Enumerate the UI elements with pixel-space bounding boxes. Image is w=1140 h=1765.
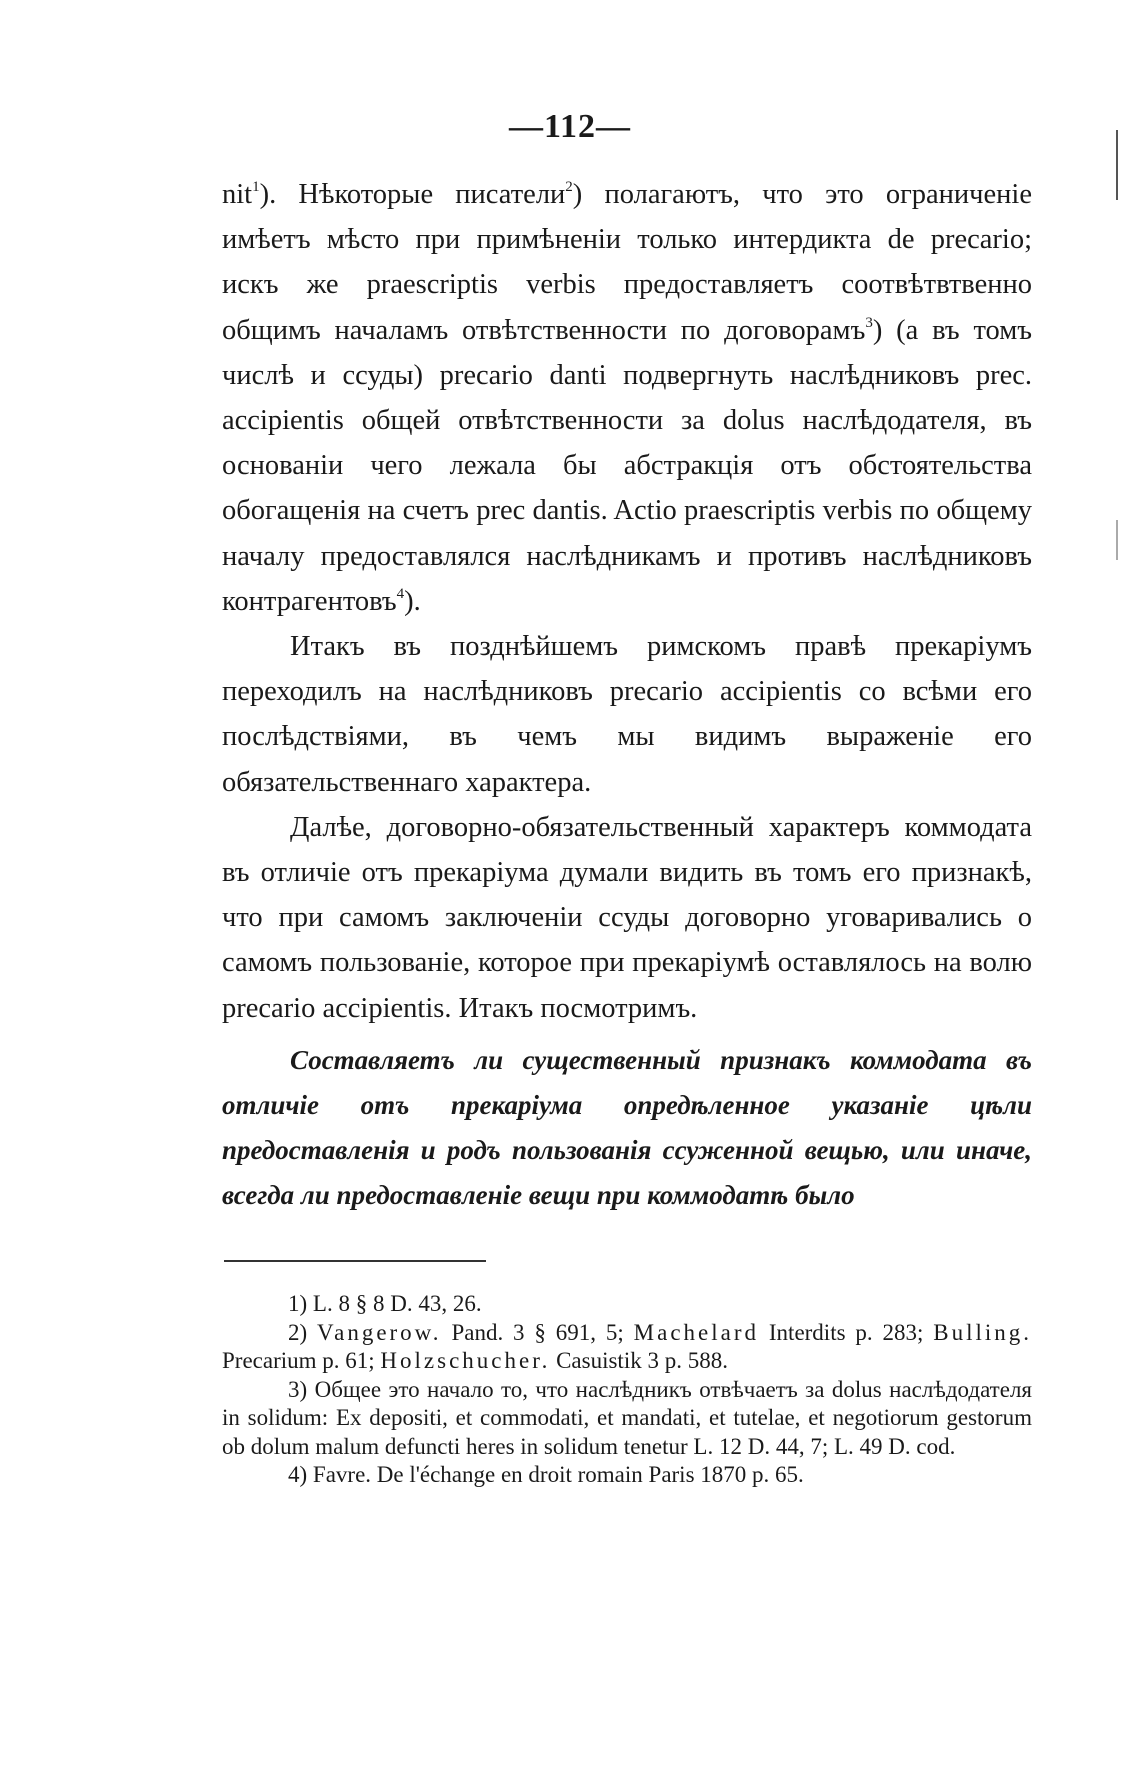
text-segment: nit <box>222 179 253 210</box>
main-text <box>222 172 1032 1031</box>
text-segment: ). Нѣкоторые писатели <box>259 179 566 210</box>
footnote-number: 1) <box>288 1291 308 1316</box>
footnote-divider <box>224 1260 486 1262</box>
footnote-3 <box>222 1376 1032 1462</box>
footnote-author: Bulling. <box>933 1319 1033 1345</box>
footnote-text: Pand. 3 § 691, 5; <box>451 1319 624 1345</box>
footnote-text: Casuistik 3 p. 588. <box>556 1348 728 1373</box>
footnote-4 <box>222 1461 1032 1490</box>
page-number: —112— <box>508 108 632 145</box>
footnote-number: 2) <box>288 1319 308 1345</box>
footnote-text: Interdits p. 283; <box>768 1319 924 1345</box>
footnote-ref-3: 3 <box>865 314 873 331</box>
footnote-number: 3) <box>288 1376 308 1402</box>
footnote-text: L. 8 § 8 D. 43, 26. <box>312 1291 482 1316</box>
paragraph-3: Далѣе, договорно-обязательственный характеръ коммодата въ отличіе отъ прекаріума думали видить въ томъ его признакѣ, что при самомъ заключеніи ссуды договорно уговаривались о самомъ пользованіе, которое при прекаріумѣ оставлялось на волю precario accipientis. Итакъ посмотримъ. <box>222 811 1032 1024</box>
footnote-ref-4: 4 <box>396 585 405 602</box>
scan-edge-mark <box>1116 520 1118 560</box>
footnote-ref-2: 2 <box>565 179 573 195</box>
footnote-1 <box>222 1290 1032 1319</box>
text-segment: ) полагаютъ, что это ограниченіе имѣетъ мѣсто при примѣненіи только интердикта de precario; искъ же praescriptis verbis предоставляетъ соотвѣтвтвенно общимъ началамъ отвѣтственности по договорамъ <box>222 179 1032 346</box>
scan-edge-mark <box>1116 130 1118 200</box>
text-segment: ) (а въ томъ числѣ и ссуды) precario danti подвергнуть наслѣдниковъ prec. accipientis общей отвѣтственности за dolus наслѣдодателя, въ основаніи чего лежала бы абстракція отъ обстоятельства обогащенія на счетъ prec dantis. Actio praescriptis verbis по общему началу предоставлялся наслѣдникамъ и противъ наслѣдниковъ контрагентовъ <box>222 314 1032 617</box>
paragraph-2: Итакъ въ позднѣйшемъ римскомъ правѣ прекаріумъ переходилъ на наслѣдниковъ precario accipientis со всѣми его послѣдствіями, въ чемъ мы видимъ выраженіе его обязательственнаго характера. <box>222 631 1032 798</box>
section-heading: Составляетъ ли существенный признакъ коммодата въ отличіе отъ прекаріума опредѣленное указаніе цѣли предоставленія и родъ пользованія ссуженной вещью, или иначе, всегда ли предоставленіе вещи при коммодатѣ было <box>222 1045 1032 1210</box>
footnote-text: Favre. De l'échange en droit romain Paris 1870 p. 65. <box>312 1462 804 1487</box>
footnote-2 <box>222 1319 1032 1376</box>
paragraph-1 <box>222 172 1032 624</box>
text-segment: ). <box>404 585 421 617</box>
footnote-author: Vangerow. <box>317 1319 442 1345</box>
footnote-author: Machelard <box>633 1319 760 1345</box>
footnote-ref-1: 1 <box>252 179 260 195</box>
footnote-text: Precarium p. 61; <box>222 1348 375 1373</box>
footnote-author: Holzschucher. <box>380 1348 551 1373</box>
footnotes <box>222 1290 1032 1490</box>
footnote-text: Общее это начало то, что наслѣдникъ отвѣчаетъ за dolus наслѣдодателя in solidum: Ex depositi, et commodati, et mandati, et tutelae, et negotiorum gestorum ob dolum malum defuncti heres in solidum tenetur L. 12 D. 44, 7; L. 49 D. cod. <box>222 1376 1033 1459</box>
footnote-number: 4) <box>288 1462 308 1487</box>
